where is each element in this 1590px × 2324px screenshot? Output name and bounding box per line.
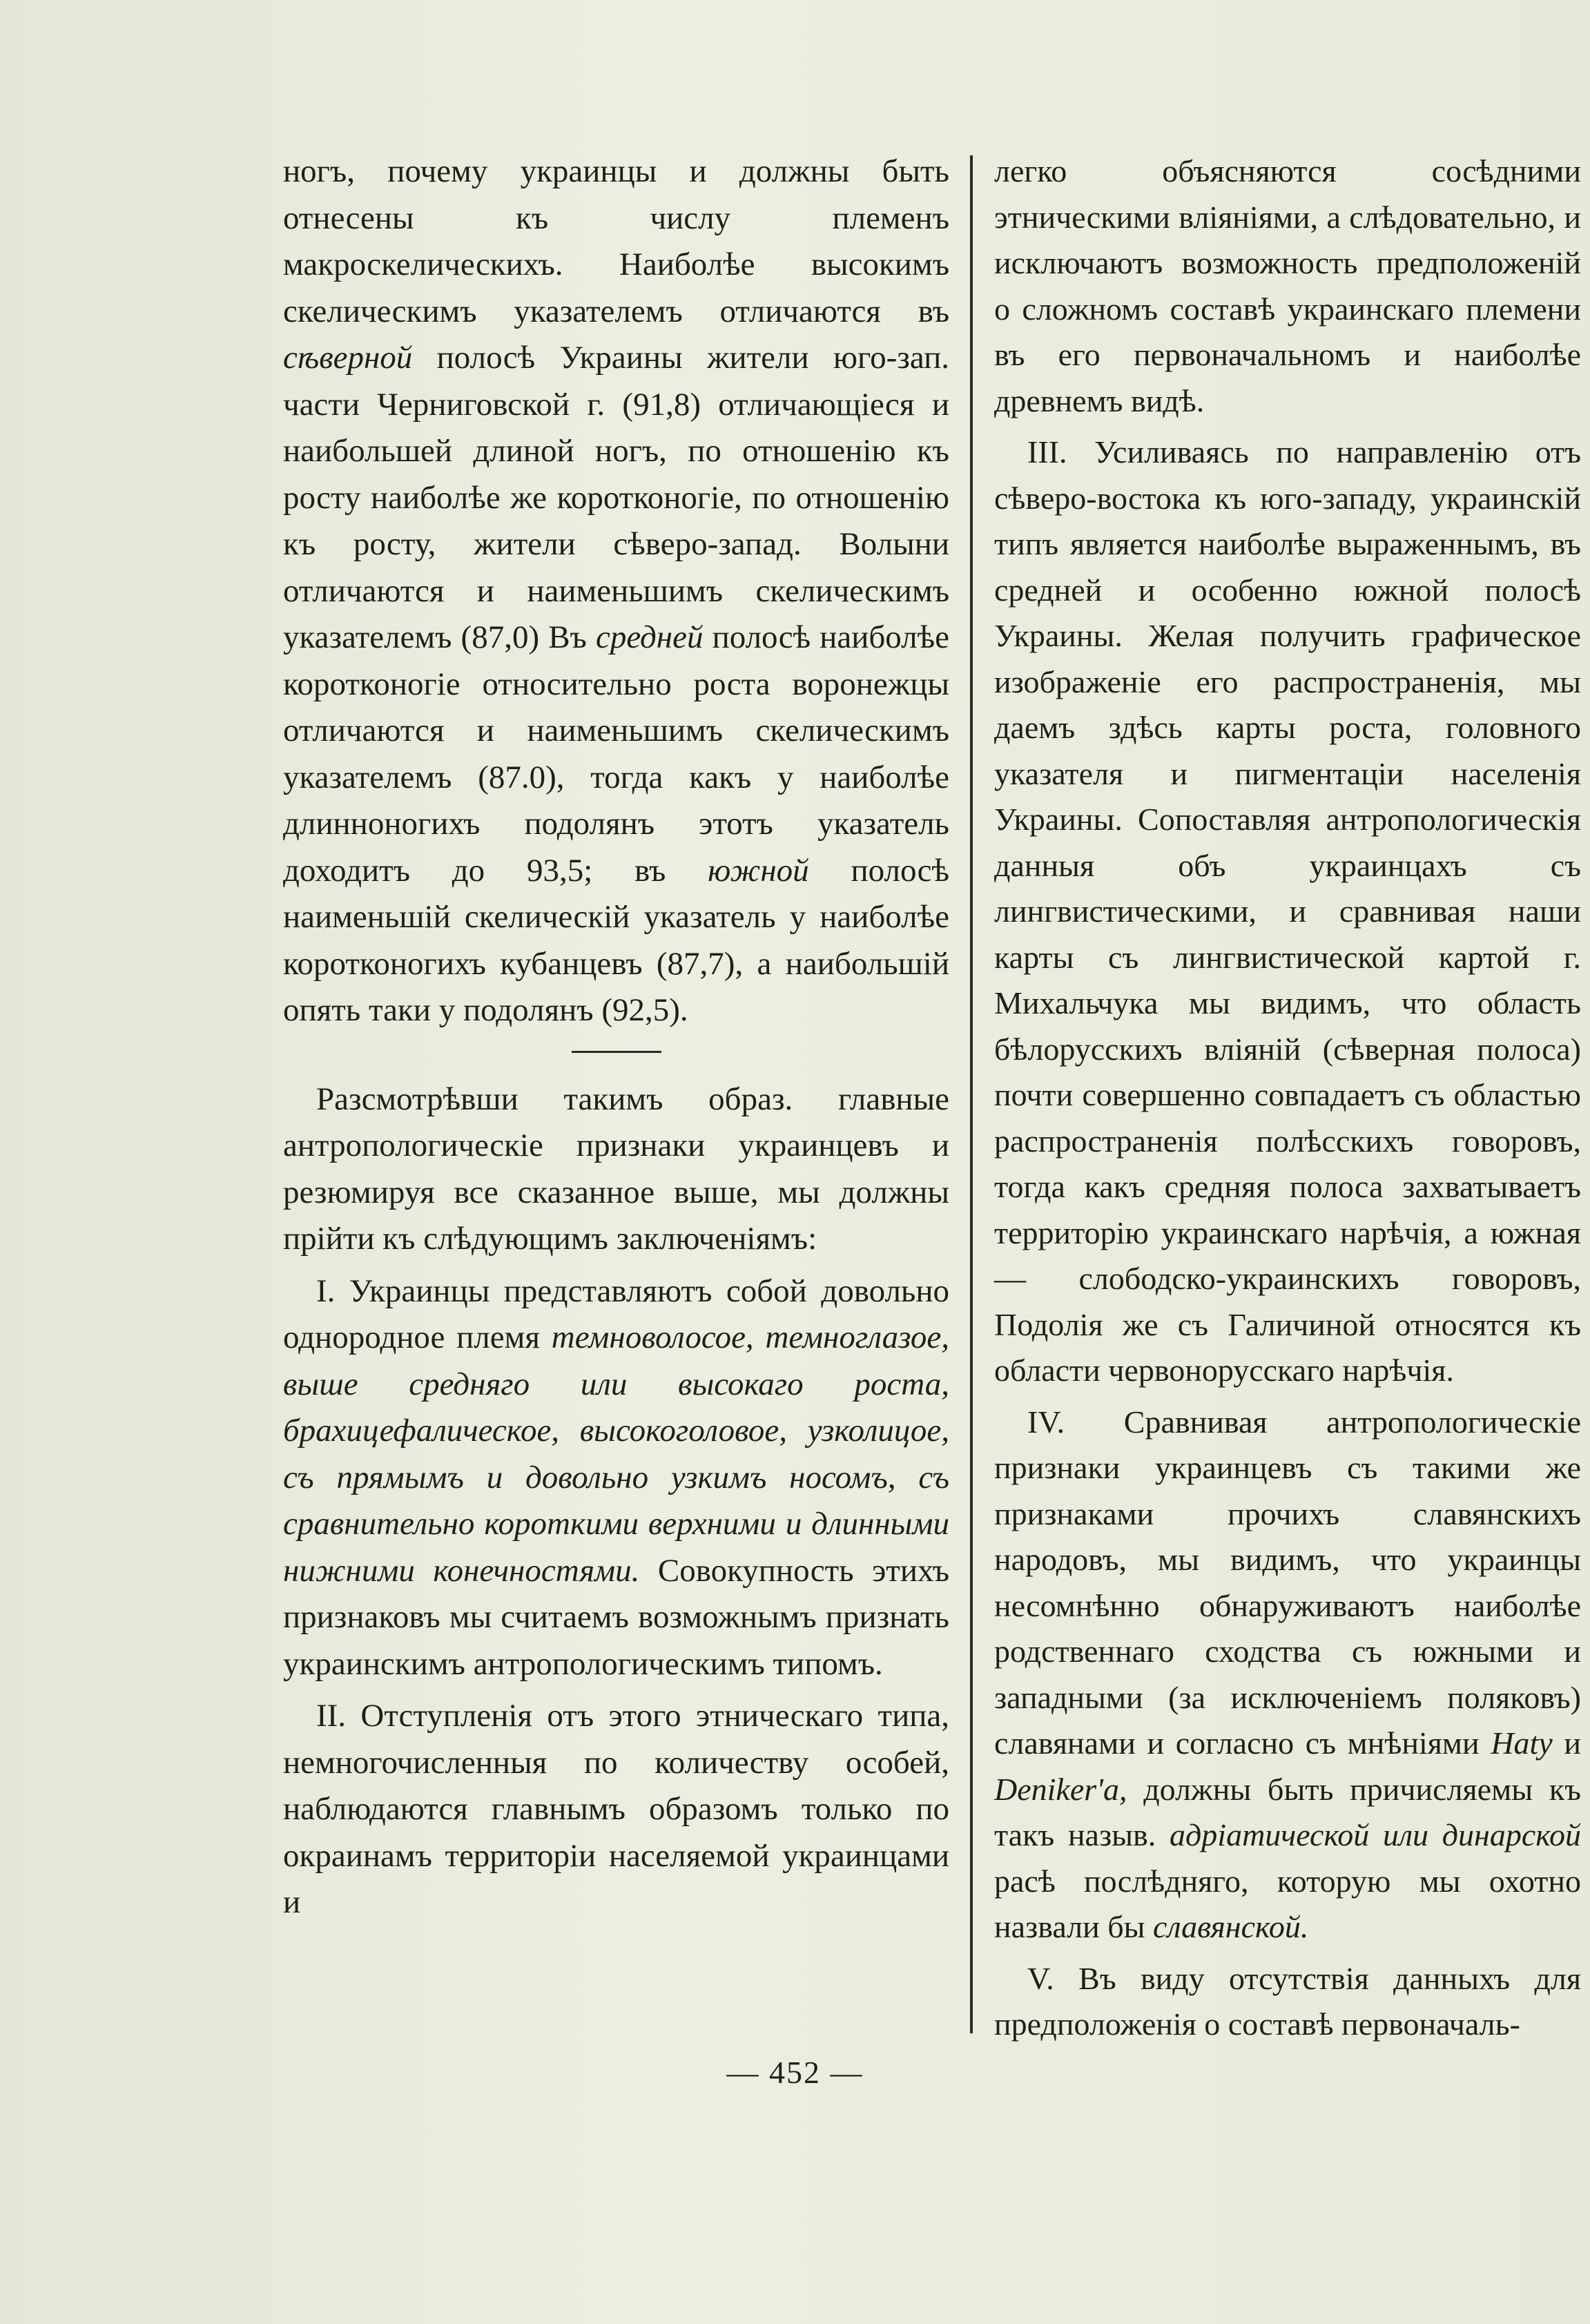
italic-run: Haty (1491, 1725, 1553, 1761)
left-paragraph-1 (283, 148, 949, 1034)
section-divider (572, 1051, 661, 1053)
text-run: полосѣ наименьшій скелическій указатель у наиболѣе коротконогихъ кубанцевъ (87,7), а наибольшій опять таки у подолянъ (92,5). (283, 852, 949, 1028)
right-column (994, 148, 1581, 2048)
column-divider (970, 155, 973, 2033)
italic-run: славянской. (1153, 1909, 1309, 1944)
italic-run: темноволосое, темноглазое, выше средняго или высокаго роста, брахицефалическое, высокоголовое, узколицое, съ прямымъ и довольно узкимъ носомъ, съ сравнительно короткими верхними и длинными нижними конечностями. (283, 1319, 950, 1589)
text-run: полосѣ наиболѣе коротконогіе относительно роста воронежцы отличаются и наименьшимъ скелическимъ указателемъ (87.0), тогда какъ у наиболѣе длинноногихъ подолянъ этотъ указатель доходитъ до 93,5; въ (283, 619, 949, 889)
italic-run: средней (595, 619, 704, 655)
conclusion-4 (994, 1400, 1581, 1950)
conclusion-3: III. Усиливаясь по направленію отъ сѣверо-востока къ юго-западу, украинскій типъ является наиболѣе выраженнымъ, въ средней и особенно южной полосѣ Украины. Желая получить графическое изображеніе его распространенія, мы даемъ здѣсь карты роста, головного указателя и пигментаціи населенія Украины. Сопоставляя антропологическія данныя объ украинцахъ съ лингвистическими, и сравнивая наши карты съ лингвистической картой г. Михальчука мы видимъ, что область бѣлорусскихъ вліяній (сѣверная полоса) почти совершенно совпадаетъ съ областью распространенія полѣсскихъ говоровъ, тогда какъ средняя полоса захватываетъ территорію украинскаго нарѣчія, а южная — слободско-украинскихъ говоровъ, Подолія же съ Галичиной относятся къ области червонорусскаго нарѣчія. (994, 434, 1581, 1388)
left-column (283, 148, 949, 1926)
text-run: ногъ, почему украинцы и должны быть отнесены къ числу племенъ макроскелическихъ. Наиболѣе высокимъ скелическимъ указателемъ отличаются въ (283, 153, 949, 329)
text-run: расѣ послѣдняго, которую мы охотно назвали бы (994, 1863, 1581, 1944)
text-run: I. Украинцы представляютъ собой довольно однородное племя (283, 1272, 949, 1355)
left-paragraph-2: Разсмотрѣвши такимъ образ. главные антропологическіе признаки украинцевъ и резюмируя все сказанное выше, мы должны прійти къ слѣдующимъ заключеніямъ: (283, 1081, 949, 1257)
page-number: — 452 — (726, 2055, 864, 2090)
conclusion-2: II. Отступленія отъ этого этническаго типа, немногочисленныя по количеству особей, наблюдаются главнымъ образомъ только по окраинамъ территоріи населяемой украинцами и (283, 1698, 949, 1920)
text-run: должны быть причисляемы къ такъ назыв. (994, 1771, 1581, 1852)
text-run: и (1564, 1725, 1582, 1761)
italic-run: сѣверной (283, 340, 413, 376)
text-run: Совокупность этихъ признаковъ мы считаемъ возможнымъ признать украинскимъ антропологическимъ типомъ. (283, 1552, 950, 1682)
text-run: IV. Сравнивая антропологическіе признаки украинцевъ съ такими же признаками прочихъ славянскихъ народовъ, мы видимъ, что украинцы несомнѣнно обнаруживаютъ наиболѣе родственнаго сходства съ южными и западными (за исключеніемъ поляковъ) славянами и согласно съ мнѣніями (994, 1404, 1581, 1761)
text-run: полосѣ Украины жители юго-зап. части Черниговской г. (91,8) отличающіеся и наибольшей длиной ногъ, по отношенію къ росту наиболѣе же коротконогіе, по отношенію къ росту, жители сѣверо-запад. Волыни отличаются и наименьшимъ скелическимъ указателемъ (87,0) Въ (283, 340, 949, 655)
right-paragraph-1: легко объясняются сосѣдними этническими вліяніями, а слѣдовательно, и исключаютъ возможность предположеній о сложномъ составѣ украинскаго племени въ его первоначальномъ и наиболѣе древнемъ видѣ. (994, 153, 1581, 418)
italic-run: адріатической или динарской (1170, 1817, 1582, 1852)
conclusion-1 (283, 1268, 949, 1688)
conclusion-5: V. Въ виду отсутствія данныхъ для предположенія о составѣ первоначаль- (994, 1960, 1581, 2042)
italic-run: южной (708, 852, 809, 889)
italic-run: Deniker'a, (994, 1771, 1127, 1807)
